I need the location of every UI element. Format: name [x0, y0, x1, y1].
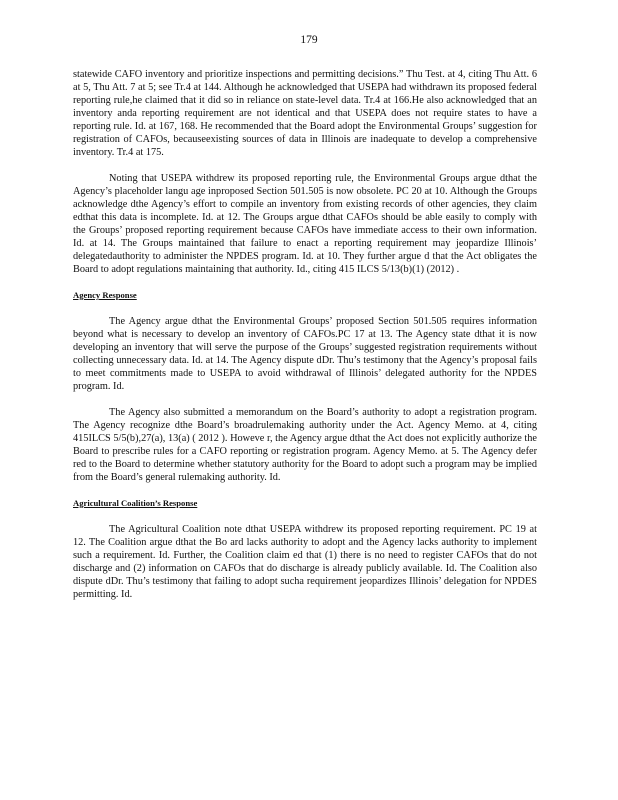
paragraph-1: statewide CAFO inventory and prioritize inspections and permitting decisions.” Thu Test. at 4, citing Thu Att. 6 at 5, Thu Att. 7 at 5; see Tr.4 at 144. Although he acknowledged that USEPA had withdrawn its proposed federal reporting rule,he claimed that it did so in reliance on state-level data. Tr.4 at 166.He also acknowledged that an inventory anda reporting requirement are not identical and that USEPA does not require states to have a reporting rule. Id. at 167, 168. He recommended that the Board adopt the Environmental Groups’ suggestion for registration of CAFOs, becauseexisting sources of data in Illinois are inadequate to develop a comprehensive inventory. Tr.4 at 175.	[73, 69, 537, 158]
page-number: 179	[300, 34, 318, 46]
paragraph-3: The Agency argue dthat the Environmental Groups’ proposed Section 501.505 requires information beyond what is necessary to develop an inventory of CAFOs.PC 17 at 13. The Agency state dthat it is now developing an inventory that will serve the purpose of the Groups’ suggested registration requirements without collecting unnecessary data. Id. at 14. The Agency dispute dDr. Thu’s testimony that the Agency’s proposal fails to meet commitments made to USEPA to avoid withdrawal of Illinois’ delegated authority for the NPDES program. Id.	[73, 316, 537, 392]
heading-coalition-response: Agricultural Coalition’s Response	[73, 498, 198, 508]
paragraph-5: The Agricultural Coalition note dthat USEPA withdrew its proposed reporting requirement. PC 19 at 12. The Coalition argue dthat the Bo ard lacks authority to adopt and the Agency lacks authority to implement such a requirement. Id. Further, the Coalition claim ed that (1) there is no need to register CAFOs that do not discharge and (2) information on CAFOs that do discharge is already publicly available. Id. The Coalition also dispute dDr. Thu’s testimony that failing to adopt sucha requirement jeopardizes Illinois’ delegation for NPDES permitting. Id.	[73, 524, 537, 600]
heading-agency-response: Agency Response	[73, 290, 137, 300]
paragraph-2: Noting that USEPA withdrew its proposed reporting rule, the Environmental Groups argue dthat the Agency’s placeholder langu age inproposed Section 501.505 is now obsolete. PC 20 at 10. Although the Groups acknowledge dthe Agency’s effort to compile an inventory from existing records of other agencies, they claim edthat this data is incomplete. Id. at 12. The Groups argue dthat CAFOs should be able easily to comply with the Groups’ proposed reporting requirement because CAFOs have immediate access to their own information. Id. at 14. The Groups maintained that failure to enact a reporting requirement may jeopardize Illinois’ delegatedauthority to administer the NPDES program. Id. at 10. They further argue d that the Act obligates the Board to adopt regulations maintaining that authority. Id., citing 415 ILCS 5/13(b)(1) (2012) .	[73, 173, 537, 275]
paragraph-4: The Agency also submitted a memorandum on the Board’s authority to adopt a registration program. The Agency recognize dthe Board’s broadrulemaking authority under the Act. Agency Memo. at 4, citing 415ILCS 5/5(b),27(a), 13(a) ( 2012 ). Howeve r, the Agency argue dthat the Act does not explicitly authorize the Board to prescribe rules for a CAFO reporting or registration program. Agency Memo. at 5. The Agency defer red to the Board to determine whether statutory authority for the Board to adopt such a program may be implied from the Board’s general rulemaking authority. Id.	[73, 407, 537, 483]
document-body	[73, 68, 537, 601]
